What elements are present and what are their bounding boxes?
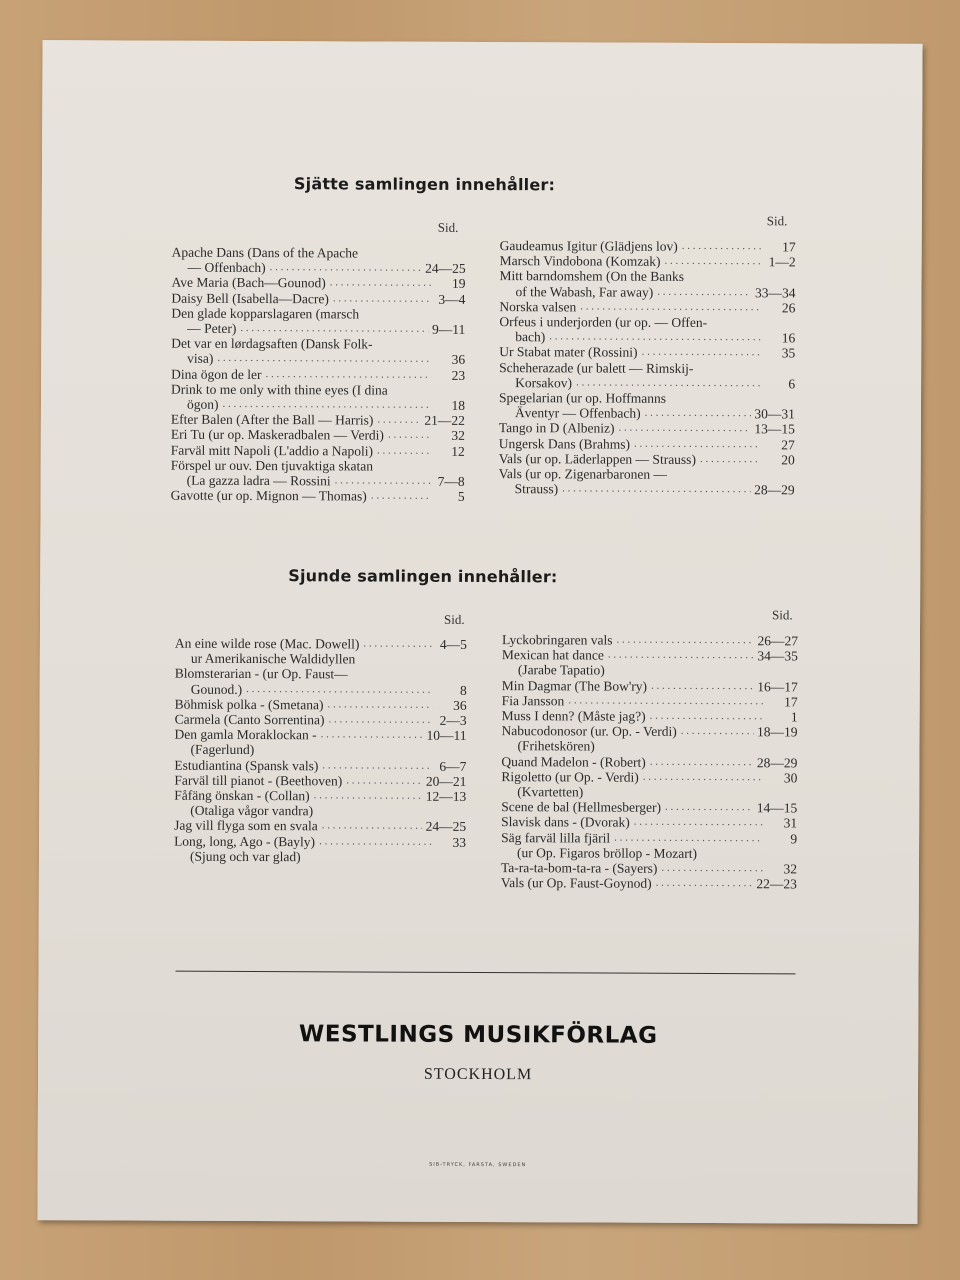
dot-leader bbox=[322, 819, 422, 835]
contents-entry bbox=[501, 860, 797, 876]
entry-title: Mexican hat dance bbox=[501, 647, 604, 663]
contents-entry bbox=[171, 290, 465, 306]
contents-entry bbox=[171, 381, 465, 413]
contents-entry bbox=[501, 875, 797, 891]
dot-leader bbox=[682, 239, 762, 255]
entry-title: Norska valsen bbox=[499, 298, 577, 315]
entry-title: ögon) bbox=[186, 396, 219, 412]
contents-column bbox=[171, 245, 466, 505]
entry-title: (ur Op. Figaros bröllop - Mozart) bbox=[517, 845, 698, 861]
entry-title: (Fagerlund) bbox=[190, 742, 255, 758]
entry-line bbox=[499, 284, 795, 300]
dot-leader bbox=[650, 754, 753, 770]
entry-title: Farväl till pianot - (Beethoven) bbox=[174, 772, 343, 789]
entry-title: Tango in D (Albeniz) bbox=[498, 420, 615, 437]
contents-entry bbox=[501, 723, 797, 755]
entry-title: (Otaliga vågor vandra) bbox=[190, 802, 314, 819]
dot-leader bbox=[240, 321, 428, 337]
entry-line bbox=[501, 830, 797, 846]
dot-leader bbox=[650, 709, 764, 725]
contents-entry bbox=[171, 412, 465, 428]
entry-line bbox=[499, 466, 795, 482]
dot-leader bbox=[371, 489, 431, 504]
entry-line bbox=[502, 647, 798, 663]
contents-entry bbox=[171, 366, 465, 382]
entry-title: Gaudeamus Igitur (Glädjens lov) bbox=[499, 238, 678, 254]
entry-line bbox=[501, 754, 797, 770]
entry-line bbox=[175, 712, 467, 728]
dot-leader bbox=[665, 800, 753, 816]
dot-leader bbox=[377, 413, 420, 428]
entry-page: 1 bbox=[790, 709, 798, 725]
entry-line bbox=[499, 405, 795, 421]
entry-page: 34—35 bbox=[757, 648, 798, 664]
entry-line bbox=[500, 268, 796, 284]
section-heading-sjatte: Sjätte samlingen innehåller: bbox=[293, 174, 556, 195]
entry-title: Dina ögon de ler bbox=[171, 366, 262, 382]
dot-leader bbox=[642, 345, 762, 361]
entry-line bbox=[175, 696, 467, 712]
publisher-name: WESTLINGS MUSIKFÖRLAG bbox=[298, 1021, 658, 1049]
entry-line bbox=[499, 375, 795, 391]
entry-line bbox=[171, 488, 465, 504]
entry-title: Estudiantina (Spansk vals) bbox=[174, 757, 319, 773]
entry-page: 3—4 bbox=[438, 291, 466, 307]
contents-column bbox=[501, 632, 798, 892]
entry-title: (Jarabe Tapatio) bbox=[517, 662, 605, 678]
entry-title: Orfeus i underjorden (ur op. — Offen- bbox=[499, 314, 708, 331]
dot-leader bbox=[319, 834, 432, 850]
entry-title: Fia Jansson bbox=[501, 692, 565, 709]
dot-leader bbox=[681, 724, 753, 740]
entry-page: 14—15 bbox=[756, 800, 798, 816]
sid-label: Sid. bbox=[437, 219, 459, 235]
entry-title: Slavisk dans - (Dvorak) bbox=[501, 814, 630, 831]
contents-entry bbox=[499, 466, 795, 498]
dot-leader bbox=[619, 421, 751, 437]
entry-title: Mitt barndomshem (On the Banks bbox=[499, 268, 685, 285]
entry-title: Jag vill flyga som en svala bbox=[174, 818, 318, 834]
contents-entry bbox=[499, 421, 795, 437]
entry-line bbox=[171, 336, 465, 352]
dot-leader bbox=[614, 830, 763, 846]
entry-title: of the Wabash, Far away) bbox=[515, 283, 654, 300]
dot-leader bbox=[314, 788, 422, 804]
dot-leader bbox=[634, 815, 763, 831]
entry-line bbox=[501, 784, 797, 800]
entry-page: 6 bbox=[788, 376, 796, 392]
contents-entry bbox=[502, 632, 798, 648]
dot-leader bbox=[664, 254, 761, 270]
entry-title: Gounod.) bbox=[190, 681, 243, 697]
entry-line bbox=[175, 636, 467, 652]
contents-entry bbox=[499, 360, 795, 392]
contents-entry bbox=[174, 833, 466, 865]
entry-title: Korsakov) bbox=[515, 374, 573, 391]
dot-leader bbox=[322, 758, 432, 774]
entry-title: Säg farväl lilla fjäril bbox=[501, 829, 611, 846]
entry-page: 33—34 bbox=[754, 284, 796, 300]
dot-leader bbox=[335, 473, 431, 489]
entry-page: 19 bbox=[451, 276, 466, 292]
entry-line bbox=[499, 329, 795, 345]
entry-page: 20 bbox=[781, 452, 795, 468]
entry-title: Fåfäng önskan - (Collan) bbox=[174, 787, 310, 804]
entry-line bbox=[171, 397, 465, 413]
entry-title: Böhmisk polka - (Smetana) bbox=[174, 696, 324, 713]
entry-page: 35 bbox=[781, 345, 796, 361]
contents-entry bbox=[174, 757, 466, 773]
entry-title: Blomsterarian - (ur Op. Faust— bbox=[174, 666, 348, 682]
entry-line bbox=[175, 727, 467, 743]
entry-page: 28—29 bbox=[756, 754, 798, 771]
entry-page: 2—3 bbox=[439, 712, 467, 728]
booklet-back-cover bbox=[37, 40, 922, 1224]
entry-line bbox=[501, 739, 797, 755]
sid-label: Sid. bbox=[444, 611, 465, 627]
dot-leader bbox=[346, 773, 422, 789]
contents-entry bbox=[502, 647, 798, 679]
entry-page: 17 bbox=[782, 239, 796, 255]
entry-line bbox=[174, 833, 466, 849]
contents-entry bbox=[499, 314, 795, 346]
entry-title: Marsch Vindobona (Komzak) bbox=[499, 253, 661, 269]
contents-column bbox=[499, 238, 796, 498]
dot-leader bbox=[576, 375, 761, 391]
contents-entry bbox=[171, 442, 465, 458]
entry-title: Ave Maria (Bach—Gounod) bbox=[171, 275, 326, 291]
dot-leader bbox=[643, 770, 764, 786]
entry-line bbox=[174, 788, 466, 804]
entry-page: 23 bbox=[451, 367, 466, 383]
dot-leader bbox=[657, 284, 751, 300]
entry-line bbox=[171, 442, 465, 458]
entry-line bbox=[174, 742, 466, 758]
entry-line bbox=[174, 849, 466, 865]
entry-line bbox=[502, 693, 798, 709]
sid-label: Sid. bbox=[766, 213, 788, 229]
entry-page: 13—15 bbox=[754, 421, 795, 437]
entry-line bbox=[500, 238, 796, 254]
contents-entry bbox=[171, 488, 465, 504]
entry-line bbox=[171, 321, 465, 337]
entry-title: Det var en lørdagsaften (Dansk Folk- bbox=[171, 335, 373, 352]
entry-title: ur Amerikanische Waldidyllen bbox=[190, 650, 356, 667]
publisher-city: STOCKHOLM bbox=[423, 1065, 533, 1084]
dot-leader bbox=[608, 648, 754, 664]
entry-line bbox=[174, 803, 466, 819]
entry-page: 21—22 bbox=[424, 412, 465, 429]
contents-entry bbox=[499, 451, 795, 467]
entry-line bbox=[499, 451, 795, 467]
entry-title: Carmela (Canto Sorrentina) bbox=[174, 711, 325, 728]
dot-leader bbox=[549, 330, 761, 346]
entry-title: visa) bbox=[187, 351, 214, 367]
entry-title: (Frihetskören) bbox=[517, 738, 595, 754]
entry-line bbox=[174, 757, 466, 773]
entry-title: (Kvartetten) bbox=[517, 784, 584, 800]
entry-line bbox=[499, 481, 795, 497]
entry-title: (Sjung och var glad) bbox=[189, 848, 301, 865]
contents-entry bbox=[171, 305, 465, 337]
entry-line bbox=[502, 708, 798, 724]
dot-leader bbox=[328, 697, 433, 713]
entry-line bbox=[171, 305, 465, 321]
entry-line bbox=[499, 299, 795, 315]
dot-leader bbox=[568, 693, 763, 709]
entry-line bbox=[500, 253, 796, 269]
entry-title: bach) bbox=[515, 329, 546, 345]
contents-entry bbox=[174, 788, 466, 820]
contents-entry bbox=[500, 238, 796, 254]
entry-page: 9—11 bbox=[432, 321, 466, 337]
entry-page: 17 bbox=[784, 694, 798, 710]
entry-title: Ungersk Dans (Brahms) bbox=[498, 435, 631, 452]
entry-title: Muss I denn? (Måste jag?) bbox=[501, 708, 646, 724]
contents-entry bbox=[175, 636, 467, 668]
entry-line bbox=[171, 351, 465, 367]
entry-line bbox=[499, 421, 795, 437]
entry-page: 20—21 bbox=[425, 773, 467, 789]
contents-entry bbox=[501, 799, 797, 815]
entry-page: 6—7 bbox=[439, 758, 467, 774]
entry-line bbox=[501, 769, 797, 785]
entry-title: Den gamla Moraklockan - bbox=[174, 726, 317, 743]
printer-imprint: SIB-TRYCK, FARSTA, SWEDEN bbox=[429, 1161, 527, 1169]
dot-leader bbox=[377, 443, 431, 458]
entry-page: 8 bbox=[459, 682, 467, 698]
entry-page: 1—2 bbox=[768, 254, 796, 270]
entry-line bbox=[171, 412, 465, 428]
entry-line bbox=[172, 245, 466, 261]
contents-entry bbox=[501, 830, 797, 862]
entry-page: 33 bbox=[452, 834, 467, 850]
dot-leader bbox=[217, 351, 431, 367]
contents-entry bbox=[174, 727, 466, 759]
entry-title: An eine wilde rose (Mac. Dowell) bbox=[174, 635, 360, 652]
entry-line bbox=[174, 772, 466, 788]
contents-entry bbox=[171, 427, 465, 443]
entry-page: 4—5 bbox=[439, 636, 467, 652]
entry-line bbox=[501, 799, 797, 815]
entry-line bbox=[499, 390, 795, 406]
entry-title: Rigoletto (ur Op. - Verdi) bbox=[501, 768, 639, 785]
contents-entry bbox=[499, 299, 795, 315]
entry-title: Ta-ra-ta-bom-ta-ra - (Sayers) bbox=[500, 860, 658, 876]
entry-page: 22—23 bbox=[756, 876, 797, 892]
entry-line bbox=[499, 436, 795, 452]
entry-line bbox=[502, 632, 798, 648]
entry-page: 12 bbox=[451, 443, 465, 459]
dot-leader bbox=[330, 276, 432, 292]
entry-title: Strauss) bbox=[514, 481, 559, 497]
entry-title: Ur Stabat mater (Rossini) bbox=[499, 344, 638, 361]
dot-leader bbox=[270, 260, 421, 276]
contents-entry bbox=[171, 275, 465, 291]
entry-line bbox=[499, 345, 795, 361]
contents-entry bbox=[501, 815, 797, 831]
entry-title: Efter Balen (After the Ball — Harris) bbox=[170, 411, 374, 428]
entry-page: 26—27 bbox=[757, 633, 798, 649]
entry-title: Eri Tu (ur op. Maskeradbalen — Verdi) bbox=[170, 427, 384, 444]
entry-page: 28—29 bbox=[754, 482, 795, 498]
dot-leader bbox=[333, 291, 432, 307]
contents-entry bbox=[501, 754, 797, 770]
entry-page: 31 bbox=[783, 815, 798, 831]
entry-line bbox=[171, 275, 465, 291]
entry-line bbox=[172, 260, 466, 276]
entry-line bbox=[501, 845, 797, 861]
contents-entry bbox=[499, 390, 795, 422]
entry-line bbox=[501, 860, 797, 876]
entry-page: 30 bbox=[783, 770, 798, 786]
entry-title: Vals (ur op. Zigenarbaronen — bbox=[498, 466, 668, 482]
entry-line bbox=[171, 457, 465, 473]
contents-entry bbox=[500, 253, 796, 269]
entry-title: Scheherazade (ur balett — Rimskij- bbox=[499, 359, 694, 376]
entry-line bbox=[171, 290, 465, 306]
contents-entry bbox=[501, 769, 797, 801]
entry-title: Lyckobringaren vals bbox=[501, 632, 613, 648]
contents-entry bbox=[175, 666, 467, 698]
entry-title: Quand Madelon - (Robert) bbox=[501, 753, 646, 770]
dot-leader bbox=[388, 428, 431, 443]
dot-leader bbox=[645, 406, 751, 422]
dot-leader bbox=[329, 712, 433, 728]
entry-line bbox=[175, 651, 467, 667]
contents-entry bbox=[175, 712, 467, 728]
section-heading-sjunde: Sjunde samlingen innehåller: bbox=[288, 566, 558, 587]
entry-page: 32 bbox=[451, 428, 465, 444]
entry-title: Drink to me only with thine eyes (I dina bbox=[171, 381, 388, 398]
entry-page: 16—17 bbox=[757, 678, 798, 694]
entry-title: Nabucodonosor (ur. Op. - Verdi) bbox=[501, 723, 677, 740]
entry-title: Gavotte (ur op. Mignon — Thomas) bbox=[170, 487, 367, 504]
contents-entry bbox=[171, 336, 465, 368]
entry-line bbox=[501, 815, 797, 831]
entry-title: Daisy Bell (Isabella—Dacre) bbox=[171, 290, 329, 306]
dot-leader bbox=[661, 861, 763, 877]
dot-leader bbox=[580, 299, 761, 315]
entry-page: 26 bbox=[781, 300, 796, 316]
entry-line bbox=[502, 678, 798, 694]
contents-entry bbox=[174, 772, 466, 788]
entry-title: Farväl mitt Napoli (L'addio a Napoli) bbox=[170, 442, 374, 459]
entry-line bbox=[171, 427, 465, 443]
entry-line bbox=[175, 666, 467, 682]
entry-page: 24—25 bbox=[425, 260, 466, 277]
entry-page: 7—8 bbox=[437, 473, 465, 489]
entry-page: 36 bbox=[451, 352, 466, 368]
entry-title: Spegelarian (ur op. Hoffmanns bbox=[498, 390, 667, 406]
entry-line bbox=[171, 473, 465, 489]
entry-line bbox=[502, 663, 798, 679]
entry-title: Vals (ur op. Läderlappen — Strauss) bbox=[498, 450, 696, 467]
entry-line bbox=[499, 314, 795, 330]
dot-leader bbox=[651, 678, 753, 694]
entry-page: 36 bbox=[453, 697, 467, 713]
dot-leader bbox=[656, 876, 753, 892]
entry-line bbox=[499, 360, 795, 376]
contents-entry bbox=[499, 345, 795, 361]
contents-entry bbox=[172, 245, 466, 277]
entry-page: 27 bbox=[781, 436, 795, 453]
entry-line bbox=[171, 366, 465, 382]
entry-page: 10—11 bbox=[426, 727, 467, 744]
entry-page: 18 bbox=[451, 397, 466, 413]
contents-entry bbox=[502, 678, 798, 694]
entry-title: Scene de bal (Hellmesberger) bbox=[501, 799, 662, 816]
entry-line bbox=[501, 875, 797, 891]
entry-title: Den glade kopparslagaren (marsch bbox=[171, 305, 360, 322]
dot-leader bbox=[246, 682, 433, 698]
dot-leader bbox=[700, 452, 761, 467]
dot-leader bbox=[617, 633, 754, 649]
entry-title: Long, long, Ago - (Bayly) bbox=[174, 833, 316, 849]
entry-page: 30—31 bbox=[754, 406, 795, 422]
entry-title: Min Dagmar (The Bow'ry) bbox=[501, 677, 648, 694]
contents-column bbox=[174, 636, 467, 865]
entry-title: Vals (ur Op. Faust-Goynod) bbox=[500, 875, 652, 892]
contents-entry bbox=[174, 818, 466, 834]
dot-leader bbox=[562, 482, 750, 498]
sid-label: Sid. bbox=[772, 607, 793, 623]
contents-entry bbox=[171, 457, 465, 489]
contents-entry bbox=[175, 696, 467, 712]
dot-leader bbox=[222, 397, 431, 413]
entry-page: 16 bbox=[781, 330, 796, 346]
entry-page: 18—19 bbox=[757, 724, 798, 740]
contents-entry bbox=[499, 436, 795, 452]
entry-line bbox=[175, 681, 467, 697]
entry-page: 12—13 bbox=[425, 788, 467, 804]
entry-title: (La gazza ladra — Rossini bbox=[186, 472, 331, 489]
entry-title: Apache Dans (Dans of the Apache bbox=[171, 244, 358, 261]
entry-title: Äventyr — Offenbach) bbox=[514, 405, 641, 421]
dot-leader bbox=[634, 436, 761, 452]
entry-line bbox=[502, 723, 798, 739]
contents-entry bbox=[502, 693, 798, 709]
entry-page: 24—25 bbox=[425, 819, 467, 835]
entry-page: 5 bbox=[457, 489, 465, 505]
entry-line bbox=[174, 818, 466, 834]
dot-leader bbox=[363, 636, 433, 652]
entry-line bbox=[171, 381, 465, 397]
entry-page: 32 bbox=[783, 861, 798, 877]
divider-rule bbox=[176, 971, 796, 975]
dot-leader bbox=[265, 367, 431, 383]
entry-title: — Peter) bbox=[187, 320, 237, 336]
contents-entry bbox=[502, 708, 798, 724]
dot-leader bbox=[321, 728, 423, 744]
contents-entry bbox=[499, 268, 795, 300]
entry-title: — Offenbach) bbox=[187, 259, 266, 276]
entry-title: Förspel ur ouv. Den tjuvaktiga skatan bbox=[170, 457, 374, 474]
entry-page: 9 bbox=[790, 830, 798, 847]
